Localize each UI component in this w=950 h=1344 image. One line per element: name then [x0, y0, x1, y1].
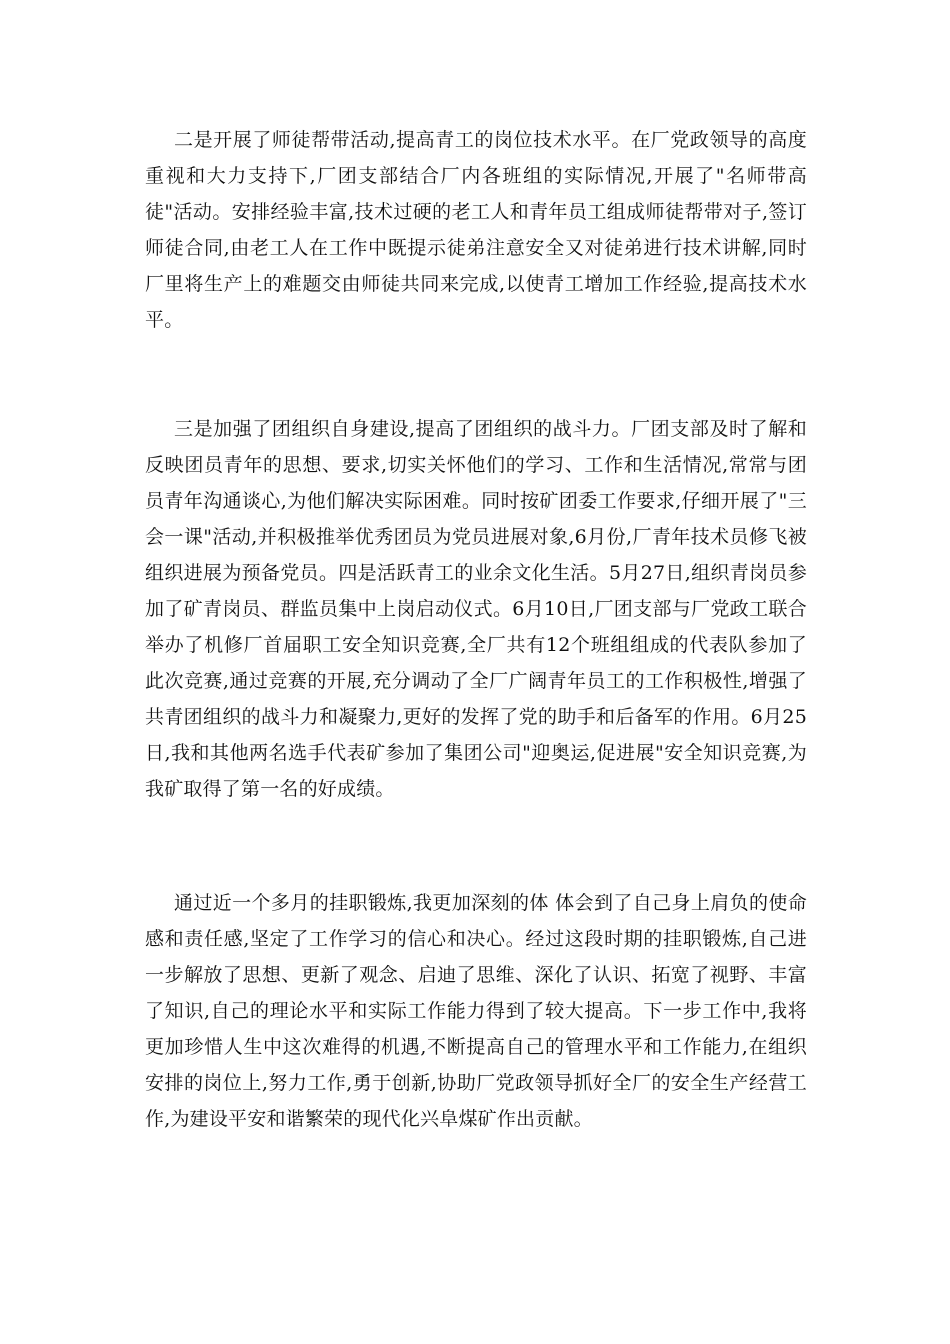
paragraph-conclusion: 通过近一个多月的挂职锻炼,我更加深刻的体 体会到了自己身上肩负的使命感和责任感,坚定了工作学习的信心和决心。经过这段时期的挂职锻炼,自己进一步解放了思想、更新了观念、启迪了思维、深化了认识、拓宽了视野、丰富了知识,自己的理论水平和实际工作能力得到了较大提高。下一步工作中,我将更加珍惜人生中这次难得的机遇,不断提高自己的管理水平和工作能力,在组织安排的岗位上,努力工作,勇于创新,协助厂党政领导抓好全厂的安全生产经营工作,为建设平安和谐繁荣的现代化兴阜煤矿作出贡献。: [145, 892, 807, 1130]
paragraph-league-building: 三是加强了团组织自身建设,提高了团组织的战斗力。厂团支部及时了解和反映团员青年的思想、要求,切实关怀他们的学习、工作和生活情况,常常与团员青年沟通谈心,为他们解决实际困难。同时按矿团委工作要求,仔细开展了"三会一课"活动,并积极推举优秀团员为党员进展对象,6月份,厂青年技术员修飞被组织进展为预备党员。四是活跃青工的业余文化生活。5月27日,组织青岗员参加了矿青岗员、群监员集中上岗启动仪式。6月10日,厂团支部与厂党政工联合举办了机修厂首届职工安全知识竞赛,全厂共有12个班组组成的代表队参加了此次竞赛,通过竞赛的开展,充分调动了全厂广阔青年员工的工作积极性,增强了共青团组织的战斗力和凝聚力,更好的发挥了党的助手和后备军的作用。6月25日,我和其他两名选手代表矿参加了集团公司"迎奥运,促进展"安全知识竞赛,为我矿取得了第一名的好成绩。: [145, 418, 807, 800]
paragraph-mentorship: 二是开展了师徒帮带活动,提高青工的岗位技术水平。在厂党政领导的高度重视和大力支持下,厂团支部结合厂内各班组的实际情况,开展了"名师带高徒"活动。安排经验丰富,技术过硬的老工人和青年员工组成师徒帮带对子,签订师徒合同,由老工人在工作中既提示徒弟注意安全又对徒弟进行技术讲解,同时厂里将生产上的难题交由师徒共同来完成,以使青工增加工作经验,提高技术水平。: [145, 129, 807, 331]
